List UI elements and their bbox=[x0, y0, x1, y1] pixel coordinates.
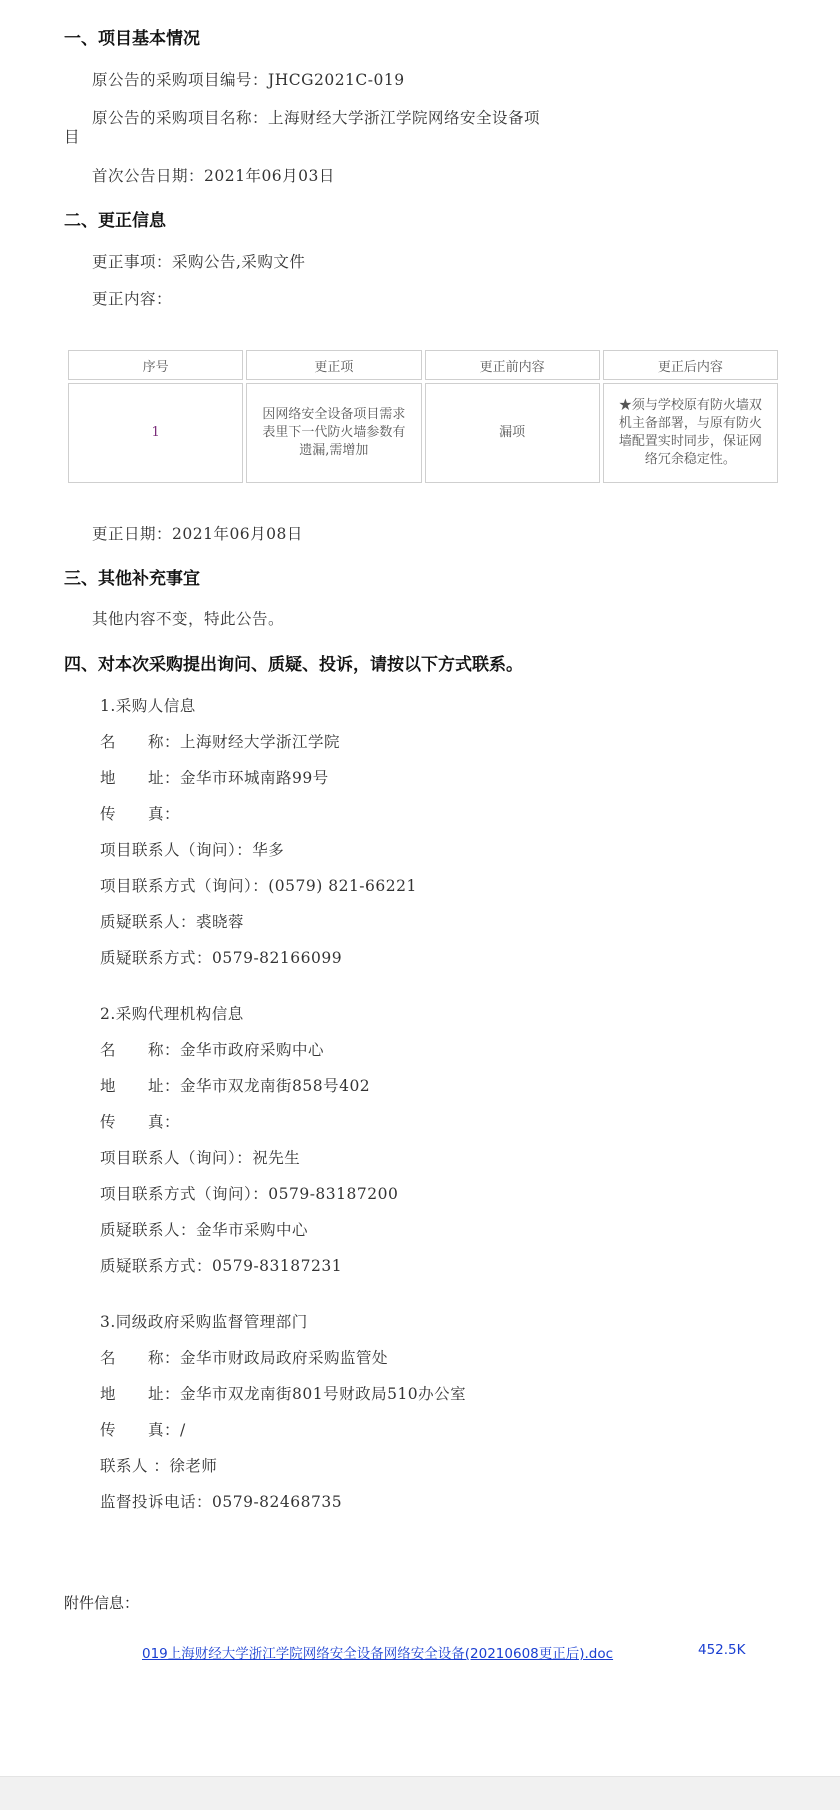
agency-heading: 2.采购代理机构信息 bbox=[100, 1005, 244, 1023]
cell-index: 1 bbox=[68, 383, 243, 483]
table-row bbox=[68, 383, 778, 483]
attachment-link[interactable]: 019上海财经大学浙江学院网络安全设备网络安全设备(20210608更正后).doc bbox=[142, 1646, 614, 1662]
purchaser-challenge-phone: 质疑联系方式：0579-82166099 bbox=[100, 949, 343, 967]
purchaser-contact-phone: 项目联系方式（询问）：(0579) 821-66221 bbox=[100, 877, 417, 895]
project-name-wrap: 目 bbox=[64, 128, 81, 146]
supervisor-fax: 传 真：/ bbox=[100, 1421, 186, 1439]
agency-contact: 项目联系人（询问）：祝先生 bbox=[100, 1149, 301, 1167]
supervisor-name: 名 称：金华市财政局政府采购监管处 bbox=[100, 1349, 389, 1367]
correction-table bbox=[65, 347, 781, 486]
project-name: 原公告的采购项目名称：上海财经大学浙江学院网络安全设备项 bbox=[92, 109, 541, 127]
supervisor-contact: 联系人 ：徐老师 bbox=[100, 1457, 218, 1475]
purchaser-address: 地 址：金华市环城南路99号 bbox=[100, 769, 329, 787]
cell-item: 因网络安全设备项目需求表里下一代防火墙参数有遗漏,需增加 bbox=[246, 383, 421, 483]
other-matters-text: 其他内容不变，特此公告。 bbox=[92, 610, 285, 628]
cell-after: ★须与学校原有防火墙双机主备部署，与原有防火墙配置实时同步，保证网络冗余稳定性。 bbox=[603, 383, 778, 483]
agency-name: 名 称：金华市政府采购中心 bbox=[100, 1041, 325, 1059]
supervisor-address: 地 址：金华市双龙南街801号财政局510办公室 bbox=[100, 1385, 467, 1403]
agency-contact-phone: 项目联系方式（询问）：0579-83187200 bbox=[100, 1185, 399, 1203]
cell-before: 漏项 bbox=[425, 383, 600, 483]
col-header-item: 更正项 bbox=[246, 350, 421, 380]
purchaser-name: 名 称：上海财经大学浙江学院 bbox=[100, 733, 341, 751]
purchaser-challenge-contact: 质疑联系人：裘晓蓉 bbox=[100, 913, 245, 931]
agency-challenge-contact: 质疑联系人：金华市采购中心 bbox=[100, 1221, 309, 1239]
correction-content-label: 更正内容： bbox=[92, 290, 173, 308]
col-header-index: 序号 bbox=[68, 350, 243, 380]
supervisor-phone: 监督投诉电话：0579-82468735 bbox=[100, 1493, 343, 1511]
attachment-size: 452.5K bbox=[698, 1642, 746, 1658]
section-4-title: 四、对本次采购提出询问、质疑、投诉，请按以下方式联系。 bbox=[64, 655, 523, 675]
section-2-title: 二、更正信息 bbox=[64, 211, 166, 231]
footer-bar bbox=[0, 1776, 840, 1810]
col-header-after: 更正后内容 bbox=[603, 350, 778, 380]
agency-address: 地 址：金华市双龙南街858号402 bbox=[100, 1077, 371, 1095]
purchaser-fax: 传 真： bbox=[100, 805, 181, 823]
purchaser-contact: 项目联系人（询问）：华多 bbox=[100, 841, 285, 859]
agency-challenge-phone: 质疑联系方式：0579-83187231 bbox=[100, 1257, 343, 1275]
supervisor-heading: 3.同级政府采购监督管理部门 bbox=[100, 1313, 308, 1331]
purchaser-heading: 1.采购人信息 bbox=[100, 697, 196, 715]
table-header-row bbox=[68, 350, 778, 380]
correction-date: 更正日期：2021年06月08日 bbox=[92, 525, 303, 543]
agency-fax: 传 真： bbox=[100, 1113, 181, 1131]
attachment-label: 附件信息： bbox=[64, 1594, 140, 1612]
first-announce-date: 首次公告日期：2021年06月03日 bbox=[92, 167, 335, 185]
section-3-title: 三、其他补充事宜 bbox=[64, 569, 200, 589]
correction-matters: 更正事项：采购公告,采购文件 bbox=[92, 253, 306, 271]
section-1-title: 一、项目基本情况 bbox=[64, 29, 200, 49]
project-number: 原公告的采购项目编号：JHCG2021C-019 bbox=[92, 71, 405, 89]
col-header-before: 更正前内容 bbox=[425, 350, 600, 380]
